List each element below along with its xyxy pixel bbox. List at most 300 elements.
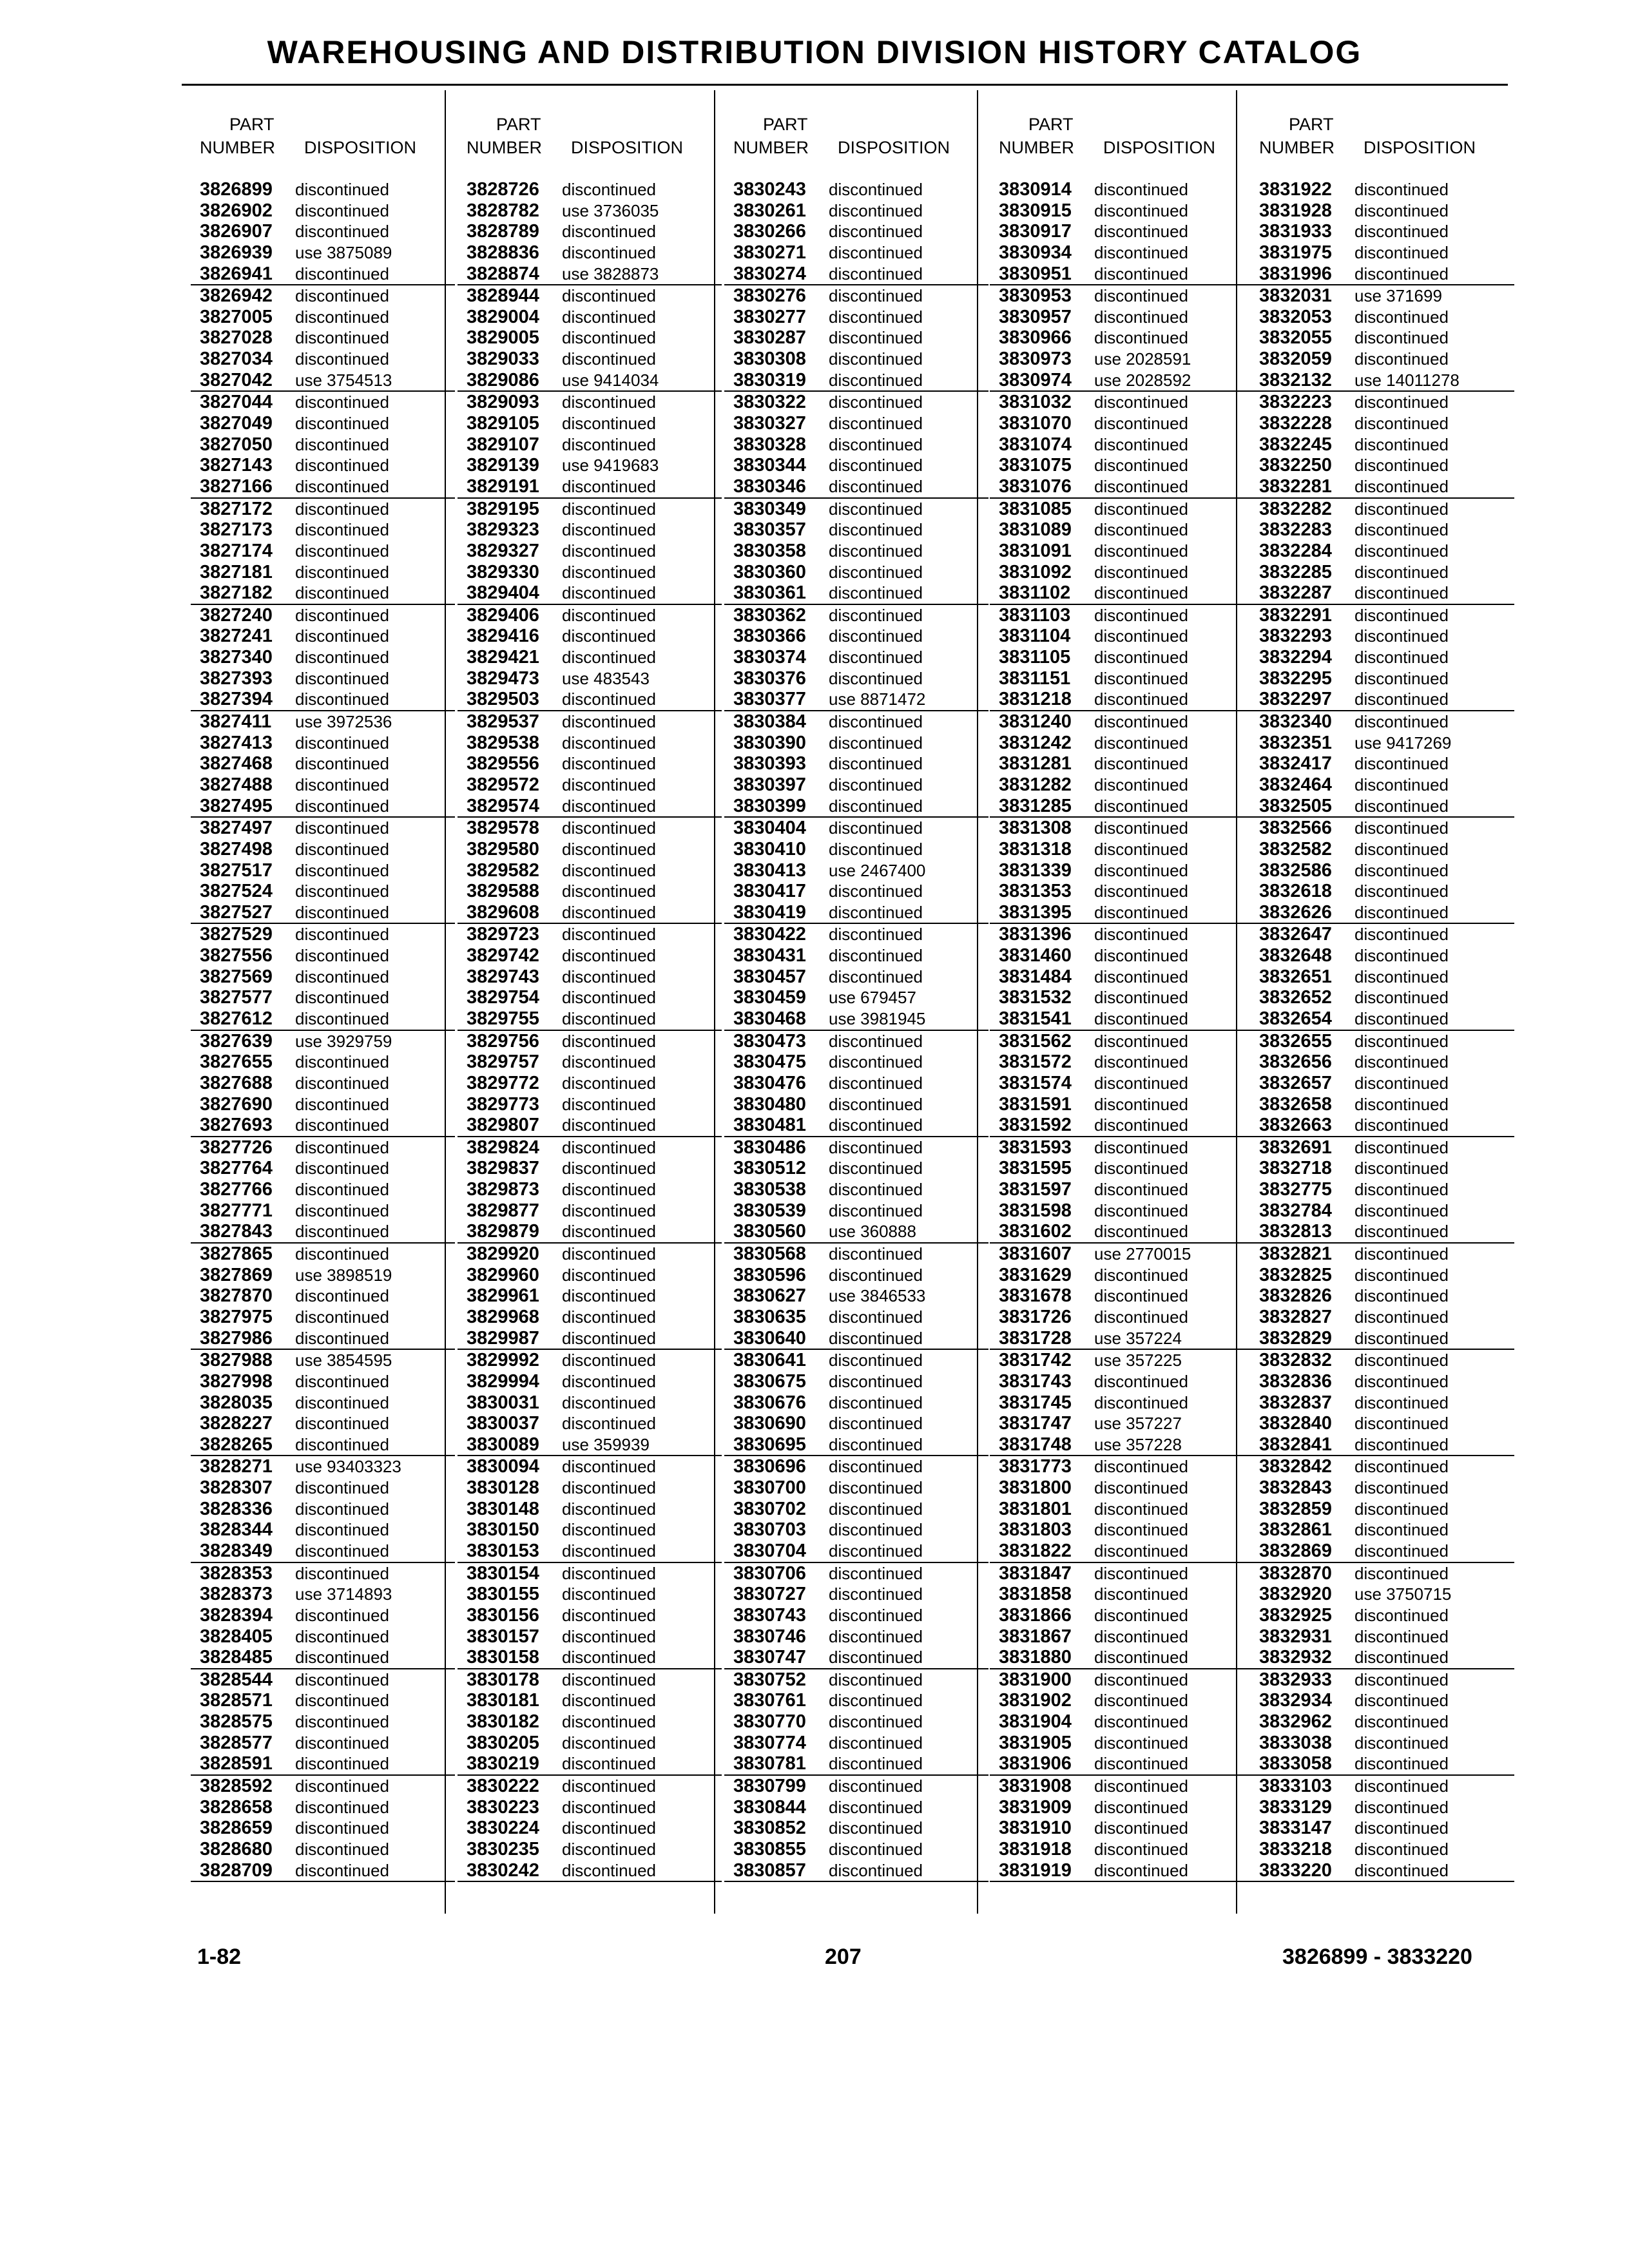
table-row bbox=[1250, 1584, 1514, 1605]
table-row bbox=[191, 1605, 455, 1626]
part-number: 3827411 bbox=[200, 711, 272, 733]
part-number: 3828575 bbox=[200, 1711, 273, 1733]
table-row bbox=[724, 1797, 988, 1818]
table-row bbox=[724, 1711, 988, 1733]
disposition: discontinued bbox=[295, 1115, 389, 1135]
table-row bbox=[724, 370, 988, 392]
disposition: discontinued bbox=[1354, 456, 1449, 476]
part-number: 3831908 bbox=[999, 1776, 1072, 1797]
part-number: 3832932 bbox=[1259, 1647, 1332, 1668]
part-number: 3830150 bbox=[467, 1519, 539, 1541]
table-row bbox=[458, 1200, 722, 1222]
disposition: discontinued bbox=[1094, 733, 1188, 753]
table-row bbox=[990, 349, 1254, 370]
part-number: 3829743 bbox=[467, 966, 539, 987]
part-number: 3830761 bbox=[733, 1690, 806, 1711]
part-number: 3828373 bbox=[200, 1584, 273, 1605]
table-row bbox=[724, 1031, 988, 1052]
disposition: discontinued bbox=[1094, 1860, 1188, 1880]
part-number: 3827612 bbox=[200, 1008, 273, 1029]
part-number: 3831910 bbox=[999, 1818, 1072, 1839]
table-row bbox=[1250, 242, 1514, 264]
part-number: 3831285 bbox=[999, 795, 1072, 816]
table-row bbox=[191, 1328, 455, 1350]
disposition: discontinued bbox=[562, 689, 656, 709]
table-row bbox=[724, 1733, 988, 1754]
table-row bbox=[1250, 860, 1514, 881]
page-title: WAREHOUSING AND DISTRIBUTION DIVISION HISTORY CATALOG bbox=[267, 34, 1362, 70]
disposition: discontinued bbox=[829, 1860, 923, 1880]
disposition: discontinued bbox=[295, 1328, 389, 1348]
part-number: 3829992 bbox=[467, 1350, 539, 1371]
part-number: 3830770 bbox=[733, 1711, 806, 1733]
disposition: use 357224 bbox=[1094, 1328, 1182, 1348]
disposition: discontinued bbox=[562, 1669, 656, 1689]
disposition: discontinued bbox=[562, 1818, 656, 1838]
table-row bbox=[724, 1753, 988, 1776]
table-row bbox=[990, 1626, 1254, 1648]
catalog-column bbox=[191, 110, 455, 1881]
part-number: 3832841 bbox=[1259, 1434, 1332, 1455]
disposition: discontinued bbox=[1094, 307, 1188, 327]
part-number: 3829195 bbox=[467, 498, 539, 519]
disposition: discontinued bbox=[1354, 1008, 1449, 1028]
disposition: discontinued bbox=[562, 774, 656, 794]
part-number: 3830702 bbox=[733, 1498, 806, 1519]
part-number: 3830349 bbox=[733, 498, 806, 519]
table-row bbox=[990, 860, 1254, 881]
part-number: 3827034 bbox=[200, 349, 273, 370]
disposition: discontinued bbox=[829, 286, 923, 306]
disposition: discontinued bbox=[829, 966, 923, 986]
part-number: 3829323 bbox=[467, 519, 539, 541]
part-number: 3831089 bbox=[999, 519, 1072, 541]
disposition: discontinued bbox=[295, 1052, 389, 1072]
part-number: 3832775 bbox=[1259, 1179, 1332, 1200]
table-row bbox=[458, 1456, 722, 1477]
table-row bbox=[458, 1669, 722, 1691]
table-row bbox=[990, 1158, 1254, 1179]
disposition: discontinued bbox=[829, 1669, 923, 1689]
table-row bbox=[990, 1776, 1254, 1797]
disposition: use 3972536 bbox=[295, 712, 392, 732]
disposition: discontinued bbox=[295, 349, 389, 369]
part-number: 3829406 bbox=[467, 604, 539, 626]
table-row bbox=[724, 1392, 988, 1414]
part-number: 3831092 bbox=[999, 561, 1072, 582]
disposition: discontinued bbox=[1094, 456, 1188, 476]
disposition: discontinued bbox=[1354, 1414, 1449, 1434]
part-number: 3830539 bbox=[733, 1200, 806, 1221]
part-number: 3826899 bbox=[200, 179, 273, 200]
table-row bbox=[458, 1477, 722, 1499]
part-number: 3829574 bbox=[467, 795, 539, 816]
table-row bbox=[990, 1413, 1254, 1434]
disposition: discontinued bbox=[1354, 1115, 1449, 1135]
table-row bbox=[724, 327, 988, 349]
disposition: discontinued bbox=[829, 1563, 923, 1583]
disposition: discontinued bbox=[1094, 668, 1188, 688]
part-number: 3829742 bbox=[467, 945, 539, 966]
catalog-column bbox=[990, 110, 1254, 1881]
disposition: discontinued bbox=[1094, 881, 1188, 901]
part-number: 3831602 bbox=[999, 1221, 1072, 1242]
disposition: use 2770015 bbox=[1094, 1244, 1191, 1264]
disposition: discontinued bbox=[1094, 264, 1188, 284]
disposition: discontinued bbox=[1354, 1265, 1449, 1285]
disposition: discontinued bbox=[1354, 264, 1449, 284]
disposition: discontinued bbox=[295, 264, 389, 284]
table-row bbox=[458, 924, 722, 945]
disposition: discontinued bbox=[829, 370, 923, 390]
part-number: 3832281 bbox=[1259, 476, 1332, 497]
header-disposition: DISPOSITION bbox=[838, 138, 950, 157]
table-row bbox=[191, 1647, 455, 1669]
disposition: discontinued bbox=[562, 1541, 656, 1561]
table-row bbox=[191, 242, 455, 264]
disposition: discontinued bbox=[295, 392, 389, 412]
part-number: 3830696 bbox=[733, 1456, 806, 1477]
table-row bbox=[191, 796, 455, 818]
disposition: discontinued bbox=[295, 583, 389, 603]
part-number: 3832291 bbox=[1259, 604, 1332, 626]
disposition: discontinued bbox=[295, 818, 389, 838]
table-row bbox=[191, 499, 455, 520]
table-row bbox=[458, 1285, 722, 1307]
disposition: discontinued bbox=[295, 902, 389, 922]
disposition: discontinued bbox=[1354, 1860, 1449, 1880]
table-row bbox=[990, 839, 1254, 860]
part-number: 3831822 bbox=[999, 1541, 1072, 1561]
table-row bbox=[724, 1265, 988, 1286]
part-number: 3827865 bbox=[200, 1244, 273, 1265]
table-row bbox=[191, 179, 455, 200]
disposition: discontinued bbox=[1354, 392, 1449, 412]
part-number: 3831562 bbox=[999, 1030, 1072, 1052]
table-row bbox=[724, 818, 988, 839]
disposition: use 3854595 bbox=[295, 1350, 392, 1370]
disposition: discontinued bbox=[1354, 200, 1449, 220]
part-number: 3829578 bbox=[467, 818, 539, 839]
table-row bbox=[191, 1839, 455, 1860]
disposition: discontinued bbox=[829, 222, 923, 242]
part-number: 3831541 bbox=[999, 1008, 1072, 1029]
part-number: 3833220 bbox=[1259, 1860, 1332, 1881]
part-number: 3831574 bbox=[999, 1072, 1072, 1093]
disposition: discontinued bbox=[1094, 1222, 1188, 1242]
part-number: 3830538 bbox=[733, 1179, 806, 1200]
table-row bbox=[191, 774, 455, 796]
table-row bbox=[458, 582, 722, 605]
disposition: discontinued bbox=[295, 733, 389, 753]
table-row bbox=[990, 818, 1254, 839]
part-number: 3827497 bbox=[200, 818, 273, 839]
part-number: 3827182 bbox=[200, 582, 273, 604]
disposition: discontinued bbox=[1094, 242, 1188, 262]
table-row bbox=[458, 839, 722, 860]
disposition: discontinued bbox=[1094, 774, 1188, 794]
disposition: discontinued bbox=[295, 796, 389, 816]
disposition: discontinued bbox=[295, 1244, 389, 1264]
disposition: discontinued bbox=[829, 1626, 923, 1646]
part-number: 3832223 bbox=[1259, 392, 1332, 413]
disposition: discontinued bbox=[1094, 1541, 1188, 1561]
table-row bbox=[1250, 285, 1514, 307]
table-row bbox=[191, 966, 455, 988]
disposition: discontinued bbox=[1354, 1457, 1449, 1477]
disposition: discontinued bbox=[1354, 1818, 1449, 1838]
disposition: discontinued bbox=[829, 774, 923, 794]
table-row bbox=[191, 413, 455, 434]
page-number: 207 bbox=[825, 1945, 862, 1969]
column-header bbox=[990, 110, 1254, 174]
table-row bbox=[458, 689, 722, 711]
disposition: discontinued bbox=[562, 434, 656, 454]
table-row bbox=[990, 689, 1254, 711]
disposition: discontinued bbox=[1354, 668, 1449, 688]
table-row bbox=[1250, 1541, 1514, 1563]
disposition: discontinued bbox=[1354, 1137, 1449, 1157]
table-row bbox=[724, 1200, 988, 1222]
table-row bbox=[990, 774, 1254, 796]
part-number: 3830934 bbox=[999, 242, 1072, 263]
part-number: 3830224 bbox=[467, 1818, 539, 1839]
disposition: discontinued bbox=[295, 648, 389, 668]
table-row bbox=[990, 1711, 1254, 1733]
disposition: use 3875089 bbox=[295, 242, 392, 262]
disposition: discontinued bbox=[1354, 476, 1449, 496]
disposition: discontinued bbox=[562, 499, 656, 519]
part-number: 3827143 bbox=[200, 455, 273, 476]
disposition: discontinued bbox=[1354, 1499, 1449, 1519]
part-number: 3830752 bbox=[733, 1669, 806, 1690]
disposition: use 9417269 bbox=[1354, 733, 1452, 753]
table-row bbox=[458, 541, 722, 562]
part-number: 3826942 bbox=[200, 285, 273, 307]
disposition: discontinued bbox=[1354, 328, 1449, 348]
table-row bbox=[1250, 1073, 1514, 1094]
part-number: 3830431 bbox=[733, 945, 806, 966]
disposition: discontinued bbox=[1094, 1052, 1188, 1072]
table-row bbox=[191, 285, 455, 307]
table-row bbox=[990, 541, 1254, 562]
table-row bbox=[724, 966, 988, 988]
table-row bbox=[724, 1499, 988, 1520]
disposition: discontinued bbox=[829, 1031, 923, 1051]
disposition: discontinued bbox=[1094, 818, 1188, 838]
table-row bbox=[1250, 541, 1514, 562]
part-number: 3831742 bbox=[999, 1350, 1072, 1371]
table-row bbox=[1250, 966, 1514, 988]
disposition: discontinued bbox=[562, 1052, 656, 1072]
part-number: 3832652 bbox=[1259, 987, 1332, 1008]
table-row bbox=[990, 1605, 1254, 1626]
part-number: 3827988 bbox=[200, 1350, 273, 1371]
disposition: discontinued bbox=[562, 1691, 656, 1711]
table-row bbox=[724, 1605, 988, 1626]
table-row bbox=[1250, 902, 1514, 925]
part-number: 3831085 bbox=[999, 498, 1072, 519]
part-number: 3827577 bbox=[200, 987, 273, 1008]
table-row bbox=[1250, 1860, 1514, 1883]
disposition: discontinued bbox=[1354, 1328, 1449, 1348]
part-number: 3827690 bbox=[200, 1093, 273, 1115]
disposition: discontinued bbox=[829, 1520, 923, 1540]
disposition: discontinued bbox=[829, 712, 923, 732]
part-number: 3832340 bbox=[1259, 711, 1332, 733]
disposition: use 2028591 bbox=[1094, 349, 1191, 369]
part-number: 3827870 bbox=[200, 1285, 273, 1307]
disposition: discontinued bbox=[1354, 881, 1449, 901]
disposition: discontinued bbox=[562, 839, 656, 859]
table-row bbox=[1250, 1200, 1514, 1222]
part-number: 3832228 bbox=[1259, 413, 1332, 434]
table-row bbox=[724, 1456, 988, 1477]
part-number: 3833218 bbox=[1259, 1838, 1332, 1860]
table-row bbox=[191, 1860, 455, 1883]
part-number: 3832059 bbox=[1259, 349, 1332, 370]
table-row bbox=[191, 733, 455, 754]
part-number: 3829537 bbox=[467, 711, 539, 733]
table-row bbox=[990, 434, 1254, 456]
part-number: 3831728 bbox=[999, 1327, 1072, 1349]
disposition: use 360888 bbox=[829, 1222, 916, 1242]
disposition: use 371699 bbox=[1354, 286, 1442, 306]
disposition: discontinued bbox=[1094, 902, 1188, 922]
disposition: discontinued bbox=[562, 414, 656, 434]
disposition: discontinued bbox=[562, 1754, 656, 1774]
part-number: 3830951 bbox=[999, 263, 1072, 284]
part-number: 3830205 bbox=[467, 1732, 539, 1753]
part-number: 3830917 bbox=[999, 221, 1072, 242]
part-number: 3832962 bbox=[1259, 1711, 1332, 1733]
disposition: discontinued bbox=[295, 860, 389, 880]
part-number: 3827166 bbox=[200, 476, 273, 497]
table-row bbox=[458, 1818, 722, 1839]
table-row bbox=[990, 1563, 1254, 1584]
table-row bbox=[191, 307, 455, 328]
table-row bbox=[724, 1350, 988, 1371]
part-number: 3829327 bbox=[467, 540, 539, 561]
table-row bbox=[1250, 476, 1514, 499]
disposition: use 679457 bbox=[829, 988, 916, 1008]
part-number: 3830308 bbox=[733, 349, 806, 370]
table-row bbox=[1250, 774, 1514, 796]
table-row bbox=[724, 242, 988, 264]
disposition: discontinued bbox=[295, 754, 389, 774]
disposition: discontinued bbox=[562, 605, 656, 625]
disposition: discontinued bbox=[1094, 1073, 1188, 1093]
disposition: discontinued bbox=[562, 349, 656, 369]
disposition: discontinued bbox=[1094, 200, 1188, 220]
disposition: discontinued bbox=[1354, 307, 1449, 327]
disposition: discontinued bbox=[829, 1754, 923, 1774]
table-row bbox=[458, 179, 722, 200]
part-number: 3830855 bbox=[733, 1838, 806, 1860]
disposition: discontinued bbox=[295, 1478, 389, 1498]
part-number: 3828789 bbox=[467, 221, 539, 242]
disposition: discontinued bbox=[1094, 1584, 1188, 1604]
part-number: 3829961 bbox=[467, 1285, 539, 1307]
part-number: 3826939 bbox=[200, 242, 273, 263]
disposition: discontinued bbox=[562, 712, 656, 732]
part-number: 3827693 bbox=[200, 1115, 273, 1136]
disposition: discontinued bbox=[829, 434, 923, 454]
disposition: discontinued bbox=[1354, 860, 1449, 880]
disposition: discontinued bbox=[829, 1073, 923, 1093]
disposition: discontinued bbox=[1354, 1392, 1449, 1412]
table-row bbox=[458, 1626, 722, 1648]
disposition: discontinued bbox=[829, 414, 923, 434]
part-number: 3827975 bbox=[200, 1306, 273, 1327]
part-number: 3828394 bbox=[200, 1604, 273, 1626]
table-row bbox=[990, 1839, 1254, 1860]
disposition: discontinued bbox=[295, 1222, 389, 1242]
part-number: 3830181 bbox=[467, 1690, 539, 1711]
disposition: discontinued bbox=[829, 476, 923, 496]
table-row bbox=[1250, 1008, 1514, 1031]
part-number: 3829879 bbox=[467, 1221, 539, 1242]
disposition: discontinued bbox=[1354, 902, 1449, 922]
table-row bbox=[458, 1052, 722, 1073]
header-disposition: DISPOSITION bbox=[304, 138, 417, 157]
part-number: 3828485 bbox=[200, 1647, 273, 1668]
table-row bbox=[1250, 499, 1514, 520]
disposition: discontinued bbox=[562, 180, 656, 199]
part-number: 3831747 bbox=[999, 1413, 1072, 1434]
table-row bbox=[990, 221, 1254, 242]
table-row bbox=[1250, 796, 1514, 818]
part-number: 3829473 bbox=[467, 668, 539, 689]
part-number: 3828544 bbox=[200, 1669, 273, 1690]
disposition: discontinued bbox=[1094, 1626, 1188, 1646]
part-number: 3830953 bbox=[999, 285, 1072, 307]
table-row bbox=[724, 392, 988, 413]
disposition: discontinued bbox=[1094, 434, 1188, 454]
disposition: discontinued bbox=[829, 902, 923, 922]
header-disposition: DISPOSITION bbox=[1364, 138, 1476, 157]
disposition: discontinued bbox=[562, 1478, 656, 1498]
table-row bbox=[458, 605, 722, 626]
disposition: discontinued bbox=[829, 520, 923, 540]
table-row bbox=[1250, 264, 1514, 286]
part-number: 3827050 bbox=[200, 434, 273, 455]
table-row bbox=[191, 1669, 455, 1691]
part-number: 3827869 bbox=[200, 1264, 273, 1285]
disposition: discontinued bbox=[562, 1584, 656, 1604]
part-number: 3831867 bbox=[999, 1626, 1072, 1647]
table-row bbox=[724, 1158, 988, 1179]
part-number: 3827527 bbox=[200, 901, 273, 923]
disposition: discontinued bbox=[562, 925, 656, 945]
part-number: 3830706 bbox=[733, 1562, 806, 1584]
table-row bbox=[990, 1392, 1254, 1414]
disposition: discontinued bbox=[829, 1434, 923, 1454]
table-row bbox=[724, 1179, 988, 1200]
disposition: discontinued bbox=[829, 583, 923, 603]
disposition: discontinued bbox=[1094, 988, 1188, 1008]
part-number: 3831909 bbox=[999, 1796, 1072, 1818]
part-number: 3830089 bbox=[467, 1434, 539, 1455]
table-row bbox=[1250, 1563, 1514, 1584]
disposition: discontinued bbox=[1354, 626, 1449, 646]
table-row bbox=[990, 327, 1254, 349]
part-number: 3830641 bbox=[733, 1350, 806, 1371]
catalog-column bbox=[1250, 110, 1514, 1881]
disposition: discontinued bbox=[829, 1712, 923, 1732]
part-number: 3827998 bbox=[200, 1370, 273, 1392]
table-row bbox=[990, 1456, 1254, 1477]
